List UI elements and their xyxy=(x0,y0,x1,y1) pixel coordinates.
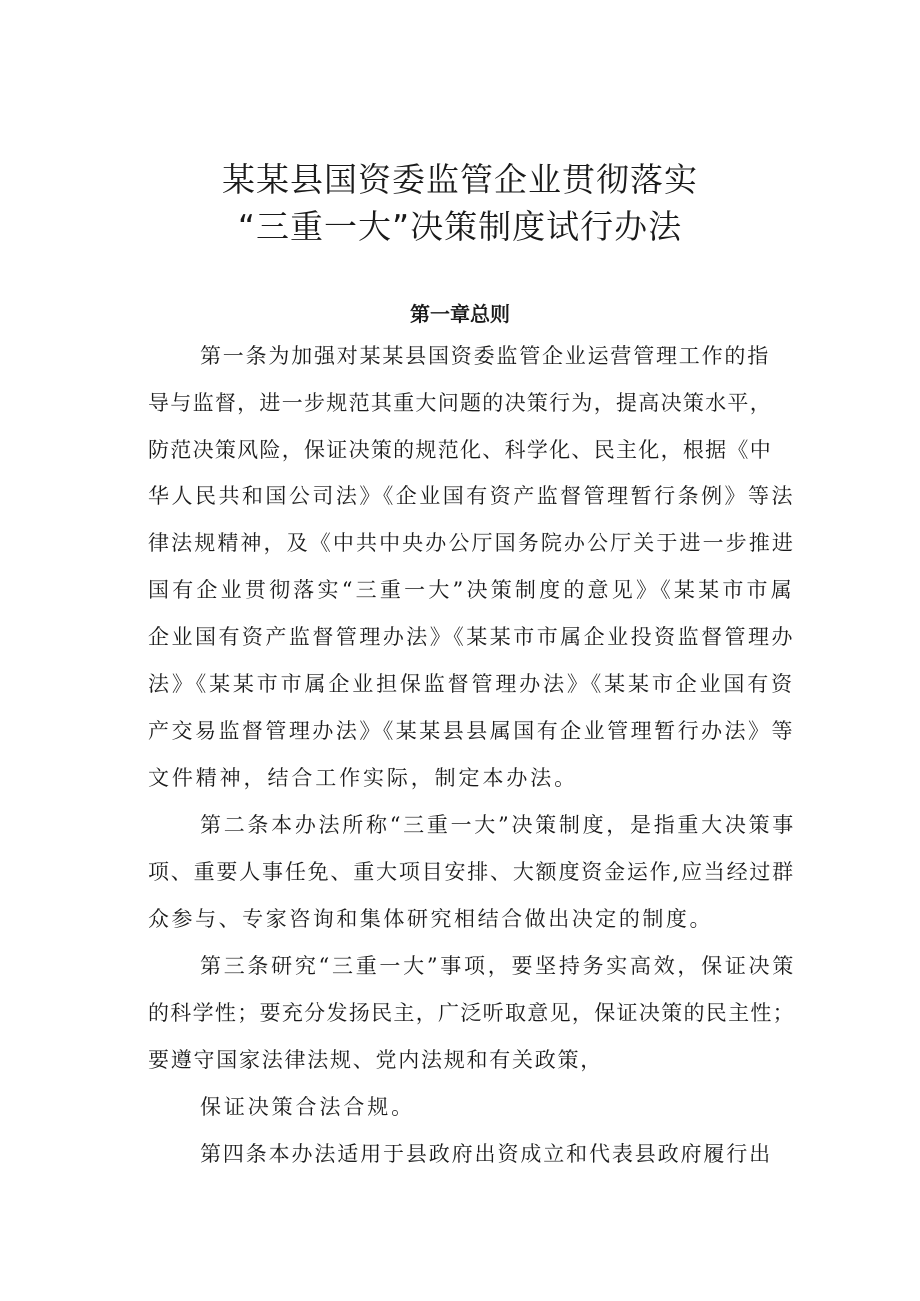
body-line: 第一条为加强对某某县国资委监管企业运营管理工作的指 xyxy=(200,344,770,368)
body-line: 文件精神，结合工作实际，制定本办法。 xyxy=(148,766,578,790)
body-line: 众参与、专家咨询和集体研究相结合做出决定的制度。 xyxy=(148,907,713,931)
body-line: 律法规精神，及《中共中央办公厅国务院办公厅关于进一步推进 xyxy=(148,531,795,555)
chapter-heading: 第一章总则 xyxy=(410,302,510,326)
body-line: 国有企业贯彻落实“三重一大”决策制度的意见》《某某市市属 xyxy=(148,578,795,602)
body-line: 项、重要人事任免、重大项目安排、大额度资金运作,应当经过群 xyxy=(148,860,795,884)
body-line: 防范决策风险，保证决策的规范化、科学化、民主化，根据《中 xyxy=(148,438,772,462)
body-line: 要遵守国家法律法规、党内法规和有关政策， xyxy=(148,1048,603,1072)
body-line: 保证决策合法合规。 xyxy=(200,1095,415,1119)
document-title-line-1: 某某县国资委监管企业贯彻落实 xyxy=(222,160,698,199)
body-line: 产交易监督管理办法》《某某县县属国有企业管理暂行办法》等 xyxy=(148,719,795,743)
body-line: 企业国有资产监督管理办法》《某某市市属企业投资监督管理办 xyxy=(148,625,795,649)
document-title-line-2: “三重一大”决策制度试行办法 xyxy=(237,207,683,246)
body-line: 法》《某某市市属企业担保监督管理办法》《某某市企业国有资 xyxy=(148,672,795,696)
body-line: 第四条本办法适用于县政府出资成立和代表县政府履行出 xyxy=(200,1142,772,1166)
body-line: 的科学性；要充分发扬民主，广泛听取意见，保证决策的民主性； xyxy=(148,1001,795,1025)
body-line: 导与监督，进一步规范其重大问题的决策行为，提高决策水平， xyxy=(148,391,772,415)
body-line: 华人民共和国公司法》《企业国有资产监督管理暂行条例》等法 xyxy=(148,484,795,508)
body-line: 第三条研究“三重一大”事项，要坚持务实高效，保证决策 xyxy=(200,954,796,978)
body-line: 第二条本办法所称“三重一大”决策制度，是指重大决策事 xyxy=(200,813,796,837)
